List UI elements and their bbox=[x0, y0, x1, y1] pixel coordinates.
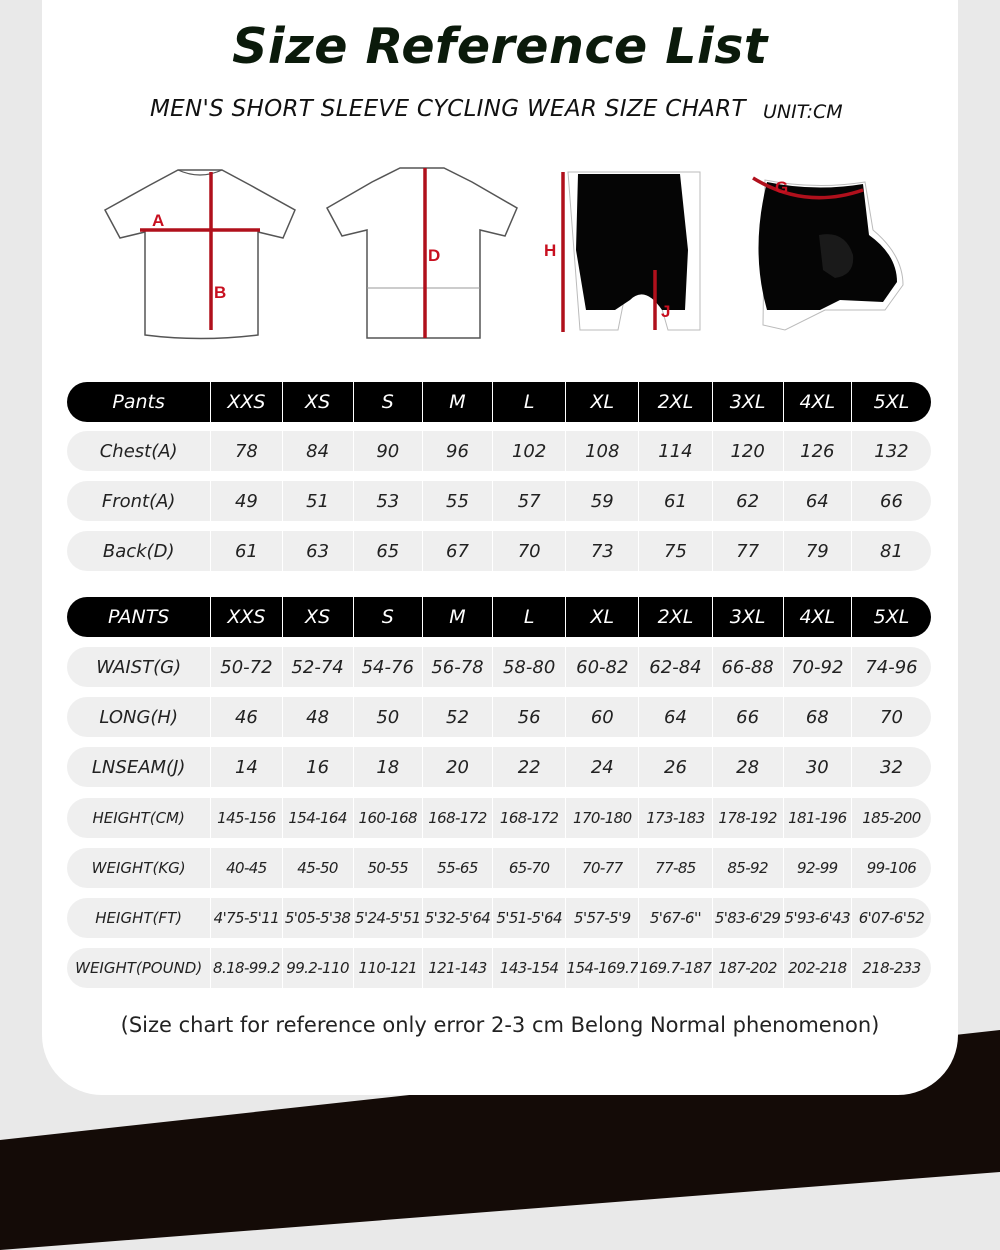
value-cell: 48 bbox=[282, 697, 353, 737]
value-cell: 4'75-5'11 bbox=[210, 898, 281, 938]
header-size-cell: 3XL bbox=[712, 597, 783, 637]
header-size-cell: 2XL bbox=[638, 597, 711, 637]
header-size-cell: M bbox=[422, 597, 492, 637]
header-size-cell: L bbox=[492, 382, 565, 422]
value-cell: 65-70 bbox=[492, 848, 565, 888]
table-row bbox=[67, 747, 931, 787]
header-size-cell: 4XL bbox=[783, 382, 851, 422]
row-label-cell: WAIST(G) bbox=[96, 656, 182, 678]
header-size-cell: S bbox=[353, 382, 422, 422]
value-cell: 62-84 bbox=[638, 647, 711, 687]
value-cell: 8.18-99.2 bbox=[210, 948, 281, 988]
header-label-cell: Pants bbox=[112, 391, 165, 413]
value-cell: 73 bbox=[565, 531, 638, 571]
value-cell: 5'32-5'64 bbox=[422, 898, 492, 938]
measure-label-a: A bbox=[152, 211, 165, 230]
value-cell: 74-96 bbox=[851, 647, 931, 687]
value-cell: 52-74 bbox=[282, 647, 353, 687]
value-cell: 6'07-6'52 bbox=[851, 898, 931, 938]
value-cell: 132 bbox=[851, 431, 931, 471]
value-cell: 121-143 bbox=[422, 948, 492, 988]
value-cell: 46 bbox=[210, 697, 281, 737]
value-cell: 5'83-6'29 bbox=[712, 898, 783, 938]
value-cell: 84 bbox=[282, 431, 353, 471]
value-cell: 68 bbox=[783, 697, 851, 737]
row-label-cell: WEIGHT(POUND) bbox=[75, 959, 203, 977]
value-cell: 90 bbox=[353, 431, 422, 471]
header-size-cell: 5XL bbox=[851, 382, 931, 422]
jersey-front-illustration bbox=[100, 160, 300, 345]
value-cell: 110-121 bbox=[353, 948, 422, 988]
value-cell: 114 bbox=[638, 431, 711, 471]
table-header-row bbox=[67, 597, 931, 637]
value-cell: 66 bbox=[851, 481, 931, 521]
measure-label-d: D bbox=[428, 246, 441, 265]
value-cell: 5'51-5'64 bbox=[492, 898, 565, 938]
header-size-cell: M bbox=[422, 382, 492, 422]
value-cell: 28 bbox=[712, 747, 783, 787]
value-cell: 18 bbox=[353, 747, 422, 787]
value-cell: 26 bbox=[638, 747, 711, 787]
value-cell: 77-85 bbox=[638, 848, 711, 888]
value-cell: 202-218 bbox=[783, 948, 851, 988]
value-cell: 173-183 bbox=[638, 798, 711, 838]
value-cell: 99-106 bbox=[851, 848, 931, 888]
value-cell: 5'05-5'38 bbox=[282, 898, 353, 938]
table-row bbox=[67, 531, 931, 571]
reference-note: (Size chart for reference only error 2-3 cm Belong Normal phenomenon) bbox=[120, 1013, 880, 1037]
value-cell: 64 bbox=[638, 697, 711, 737]
value-cell: 126 bbox=[783, 431, 851, 471]
value-cell: 57 bbox=[492, 481, 565, 521]
header-size-cell: XS bbox=[282, 382, 353, 422]
value-cell: 169.7-187 bbox=[638, 948, 711, 988]
table-header-row bbox=[67, 382, 931, 422]
value-cell: 52 bbox=[422, 697, 492, 737]
header-size-cell: 3XL bbox=[712, 382, 783, 422]
row-label-cell: WEIGHT(KG) bbox=[91, 859, 186, 877]
value-cell: 70-92 bbox=[783, 647, 851, 687]
value-cell: 160-168 bbox=[353, 798, 422, 838]
value-cell: 5'93-6'43 bbox=[783, 898, 851, 938]
value-cell: 5'57-5'9 bbox=[565, 898, 638, 938]
value-cell: 67 bbox=[422, 531, 492, 571]
measure-label-b: B bbox=[214, 283, 227, 302]
table-row bbox=[67, 481, 931, 521]
value-cell: 154-164 bbox=[282, 798, 353, 838]
value-cell: 63 bbox=[282, 531, 353, 571]
value-cell: 154-169.7 bbox=[565, 948, 638, 988]
measure-label-j: J bbox=[661, 302, 671, 321]
value-cell: 75 bbox=[638, 531, 711, 571]
value-cell: 20 bbox=[422, 747, 492, 787]
row-label-cell: HEIGHT(CM) bbox=[92, 809, 185, 827]
value-cell: 45-50 bbox=[282, 848, 353, 888]
header-size-cell: 2XL bbox=[638, 382, 711, 422]
value-cell: 66 bbox=[712, 697, 783, 737]
value-cell: 24 bbox=[565, 747, 638, 787]
value-cell: 5'67-6'' bbox=[638, 898, 711, 938]
header-size-cell: 5XL bbox=[851, 597, 931, 637]
value-cell: 64 bbox=[783, 481, 851, 521]
table-row bbox=[67, 431, 931, 471]
header-size-cell: 4XL bbox=[783, 597, 851, 637]
value-cell: 50-72 bbox=[210, 647, 281, 687]
value-cell: 50 bbox=[353, 697, 422, 737]
value-cell: 108 bbox=[565, 431, 638, 471]
row-label-cell: LONG(H) bbox=[99, 706, 178, 728]
header-size-cell: XL bbox=[565, 597, 638, 637]
row-label-cell: LNSEAM(J) bbox=[91, 756, 186, 778]
value-cell: 102 bbox=[492, 431, 565, 471]
table-row bbox=[67, 647, 931, 687]
value-cell: 5'24-5'51 bbox=[353, 898, 422, 938]
row-label-cell: Chest(A) bbox=[99, 440, 178, 462]
table-row bbox=[67, 848, 931, 888]
value-cell: 61 bbox=[210, 531, 281, 571]
value-cell: 78 bbox=[210, 431, 281, 471]
value-cell: 40-45 bbox=[210, 848, 281, 888]
table-row bbox=[67, 697, 931, 737]
value-cell: 53 bbox=[353, 481, 422, 521]
value-cell: 170-180 bbox=[565, 798, 638, 838]
value-cell: 79 bbox=[783, 531, 851, 571]
value-cell: 120 bbox=[712, 431, 783, 471]
measure-label-h: H bbox=[544, 241, 557, 260]
header-label-cell: PANTS bbox=[107, 606, 170, 628]
header-size-cell: XXS bbox=[210, 597, 281, 637]
value-cell: 54-76 bbox=[353, 647, 422, 687]
value-cell: 22 bbox=[492, 747, 565, 787]
value-cell: 77 bbox=[712, 531, 783, 571]
table-row bbox=[67, 948, 931, 988]
value-cell: 49 bbox=[210, 481, 281, 521]
shorts-front-illustration bbox=[540, 160, 710, 345]
value-cell: 168-172 bbox=[492, 798, 565, 838]
value-cell: 218-233 bbox=[851, 948, 931, 988]
header-size-cell: S bbox=[353, 597, 422, 637]
value-cell: 61 bbox=[638, 481, 711, 521]
value-cell: 51 bbox=[282, 481, 353, 521]
value-cell: 181-196 bbox=[783, 798, 851, 838]
table-row bbox=[67, 798, 931, 838]
value-cell: 56 bbox=[492, 697, 565, 737]
value-cell: 66-88 bbox=[712, 647, 783, 687]
value-cell: 32 bbox=[851, 747, 931, 787]
page-title: Size Reference List bbox=[232, 18, 768, 75]
value-cell: 143-154 bbox=[492, 948, 565, 988]
chart-subtitle: MEN'S SHORT SLEEVE CYCLING WEAR SIZE CHART bbox=[150, 96, 746, 122]
value-cell: 70 bbox=[851, 697, 931, 737]
value-cell: 185-200 bbox=[851, 798, 931, 838]
value-cell: 55 bbox=[422, 481, 492, 521]
value-cell: 99.2-110 bbox=[282, 948, 353, 988]
row-label-cell: HEIGHT(FT) bbox=[95, 909, 183, 927]
value-cell: 16 bbox=[282, 747, 353, 787]
header-size-cell: XXS bbox=[210, 382, 281, 422]
value-cell: 145-156 bbox=[210, 798, 281, 838]
value-cell: 168-172 bbox=[422, 798, 492, 838]
value-cell: 70-77 bbox=[565, 848, 638, 888]
value-cell: 65 bbox=[353, 531, 422, 571]
header-size-cell: XL bbox=[565, 382, 638, 422]
shorts-side-illustration bbox=[745, 160, 915, 345]
table-row bbox=[67, 898, 931, 938]
value-cell: 187-202 bbox=[712, 948, 783, 988]
value-cell: 96 bbox=[422, 431, 492, 471]
value-cell: 81 bbox=[851, 531, 931, 571]
header-size-cell: XS bbox=[282, 597, 353, 637]
value-cell: 178-192 bbox=[712, 798, 783, 838]
measure-label-g: G bbox=[775, 178, 789, 197]
value-cell: 56-78 bbox=[422, 647, 492, 687]
value-cell: 70 bbox=[492, 531, 565, 571]
value-cell: 62 bbox=[712, 481, 783, 521]
header-size-cell: L bbox=[492, 597, 565, 637]
jersey-back-illustration bbox=[322, 160, 522, 345]
value-cell: 30 bbox=[783, 747, 851, 787]
value-cell: 92-99 bbox=[783, 848, 851, 888]
value-cell: 60 bbox=[565, 697, 638, 737]
row-label-cell: Back(D) bbox=[102, 540, 175, 562]
row-label-cell: Front(A) bbox=[101, 490, 176, 512]
value-cell: 85-92 bbox=[712, 848, 783, 888]
value-cell: 14 bbox=[210, 747, 281, 787]
value-cell: 55-65 bbox=[422, 848, 492, 888]
value-cell: 58-80 bbox=[492, 647, 565, 687]
value-cell: 50-55 bbox=[353, 848, 422, 888]
unit-label: UNIT:CM bbox=[763, 101, 843, 123]
value-cell: 60-82 bbox=[565, 647, 638, 687]
value-cell: 59 bbox=[565, 481, 638, 521]
